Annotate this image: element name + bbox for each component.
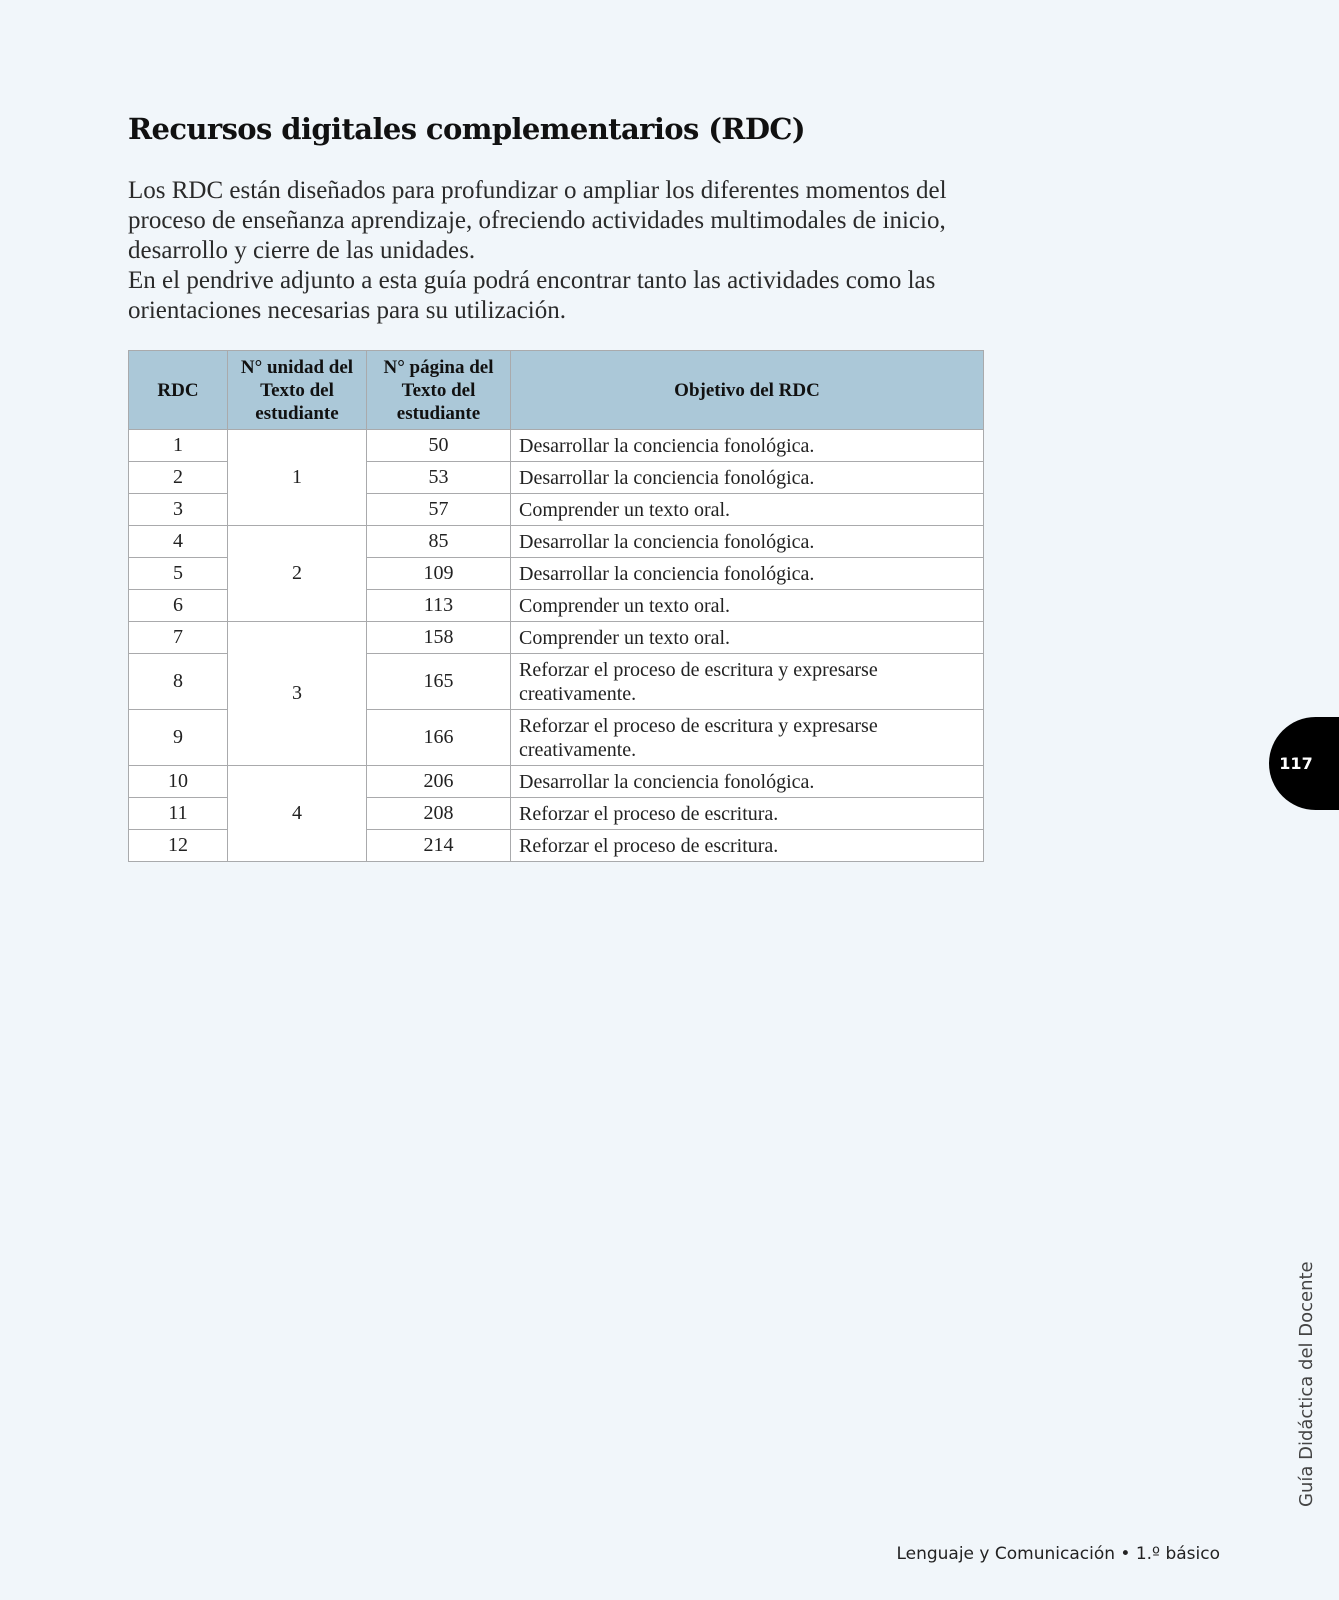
cell-rdc: 7 xyxy=(129,622,228,654)
intro-paragraph: Los RDC están diseñados para profundizar o ampliar los diferentes momentos del proceso de enseñanza aprendizaje, ofreciendo actividades multimodales de inicio, desarrollo y cierre de las unidades. xyxy=(128,177,947,264)
cell-objetivo: Desarrollar la conciencia fonológica. xyxy=(511,462,984,494)
header-rdc: RDC xyxy=(129,351,228,430)
cell-unidad: 1 xyxy=(228,430,367,526)
cell-rdc: 11 xyxy=(129,798,228,830)
cell-objetivo: Desarrollar la conciencia fonológica. xyxy=(511,558,984,590)
cell-pagina: 53 xyxy=(367,462,511,494)
cell-objetivo: Reforzar el proceso de escritura y expresarse creativamente. xyxy=(511,654,984,710)
cell-pagina: 158 xyxy=(367,622,511,654)
page-number-tab xyxy=(1269,717,1339,810)
cell-rdc: 12 xyxy=(129,830,228,862)
cell-pagina: 57 xyxy=(367,494,511,526)
cell-pagina: 206 xyxy=(367,766,511,798)
cell-rdc: 9 xyxy=(129,710,228,766)
cell-pagina: 214 xyxy=(367,830,511,862)
intro-paragraph: En el pendrive adjunto a esta guía podrá encontrar tanto las actividades como las orientaciones necesarias para su utilización. xyxy=(128,267,936,324)
cell-objetivo: Comprender un texto oral. xyxy=(511,494,984,526)
cell-objetivo: Comprender un texto oral. xyxy=(511,590,984,622)
cell-rdc: 1 xyxy=(129,430,228,462)
cell-pagina: 166 xyxy=(367,710,511,766)
header-unidad: N° unidad del Texto del estudiante xyxy=(228,351,367,430)
cell-rdc: 4 xyxy=(129,526,228,558)
cell-rdc: 5 xyxy=(129,558,228,590)
cell-objetivo: Comprender un texto oral. xyxy=(511,622,984,654)
cell-objetivo: Reforzar el proceso de escritura. xyxy=(511,830,984,862)
cell-pagina: 109 xyxy=(367,558,511,590)
cell-objetivo: Reforzar el proceso de escritura. xyxy=(511,798,984,830)
table-row xyxy=(129,430,984,462)
cell-pagina: 208 xyxy=(367,798,511,830)
table-header-row xyxy=(129,351,984,430)
table-row xyxy=(129,526,984,558)
cell-pagina: 50 xyxy=(367,430,511,462)
cell-pagina: 113 xyxy=(367,590,511,622)
cell-objetivo: Desarrollar la conciencia fonológica. xyxy=(511,526,984,558)
cell-rdc: 10 xyxy=(129,766,228,798)
cell-objetivo: Desarrollar la conciencia fonológica. xyxy=(511,430,984,462)
table-row xyxy=(129,622,984,654)
page-number: 117 xyxy=(1279,754,1313,773)
intro-text xyxy=(128,176,968,326)
cell-unidad: 3 xyxy=(228,622,367,766)
header-objetivo: Objetivo del RDC xyxy=(511,351,984,430)
side-label: Guía Didáctica del Docente xyxy=(1296,1261,1317,1507)
cell-pagina: 165 xyxy=(367,654,511,710)
cell-pagina: 85 xyxy=(367,526,511,558)
cell-rdc: 8 xyxy=(129,654,228,710)
page-title: Recursos digitales complementarios (RDC) xyxy=(128,112,805,146)
footer-label: Lenguaje y Comunicación • 1.º básico xyxy=(896,1544,1220,1564)
header-pagina: N° página del Texto del estudiante xyxy=(367,351,511,430)
table-row xyxy=(129,766,984,798)
cell-objetivo: Reforzar el proceso de escritura y expresarse creativamente. xyxy=(511,710,984,766)
rdc-table xyxy=(128,350,984,862)
cell-unidad: 4 xyxy=(228,766,367,862)
cell-objetivo: Desarrollar la conciencia fonológica. xyxy=(511,766,984,798)
cell-unidad: 2 xyxy=(228,526,367,622)
cell-rdc: 6 xyxy=(129,590,228,622)
cell-rdc: 3 xyxy=(129,494,228,526)
cell-rdc: 2 xyxy=(129,462,228,494)
